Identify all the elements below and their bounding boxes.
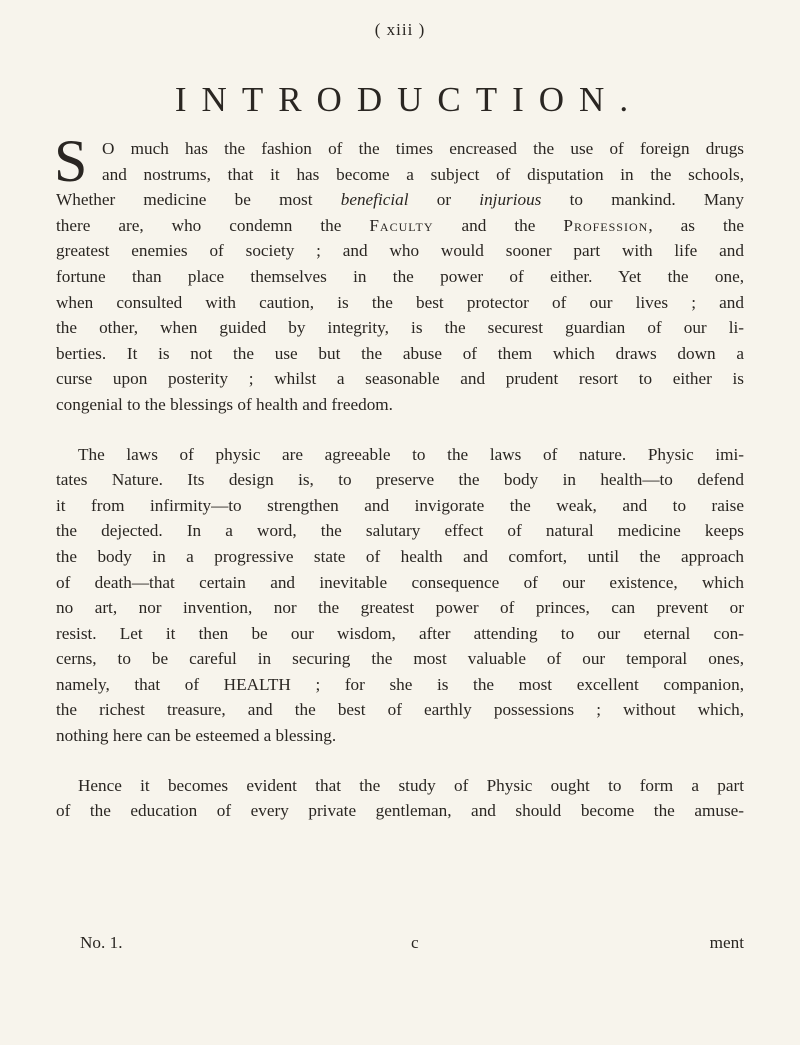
text-line: of the education of every private gentleman, and should become the amuse- — [56, 801, 744, 821]
line-text: to mankind. Many — [541, 190, 744, 210]
text-line: the richest treasure, and the best of earthly possessions ; without which, — [56, 700, 744, 720]
page-footer — [80, 933, 744, 959]
text-line — [56, 187, 744, 213]
paragraph-gap — [56, 749, 744, 773]
text-line: tates Nature. Its design is, to preserve the body in health—to defend — [56, 470, 744, 490]
text-line: greatest enemies of society ; and who would sooner part with life and — [56, 241, 744, 261]
line-text: Whether medicine be most — [56, 190, 341, 210]
line-text: and the — [433, 215, 564, 235]
text-line: nothing here can be esteemed a blessing. — [56, 726, 337, 746]
line-text: , as the — [648, 215, 744, 235]
line-text: there are, who condemn the — [56, 215, 370, 235]
text-line: berties. It is not the use but the abuse of them which draws down a — [56, 343, 744, 363]
smallcaps-profession: Profession — [563, 215, 649, 235]
text-line: resist. Let it then be our wisdom, after attending to our eternal con- — [56, 623, 744, 643]
catchword: ment — [709, 933, 744, 952]
page-number: ( xiii ) — [374, 20, 426, 39]
text-line: namely, that of HEALTH ; for she is the most excellent companion, — [56, 674, 744, 694]
text-line: cerns, to be careful in securing the most valuable of our temporal ones, — [56, 649, 744, 669]
text-line: the dejected. In a word, the salutary effect of natural medicine keeps — [56, 521, 744, 541]
text-line — [56, 213, 744, 239]
text-line: fortune than place themselves in the power of either. Yet the one, — [56, 266, 744, 286]
text-line: curse upon posterity ; whilst a seasonable and prudent resort to either is — [56, 369, 744, 389]
line-text: or — [408, 190, 480, 210]
smallcaps-faculty: Faculty — [369, 215, 434, 235]
text-line: the body in a progressive state of health and comfort, until the approach — [56, 546, 744, 566]
text-line: congenial to the blessings of health and freedom. — [56, 394, 393, 414]
line-text: O much has the fashion of the times encreased the use of foreign drugs — [102, 139, 744, 158]
text-line: no art, nor invention, nor the greatest power of princes, can prevent or — [56, 598, 744, 618]
text-line: and nostrums, that it has become a subject of disputation in the schools, — [102, 164, 744, 184]
chapter-heading: INTRODUCTION. — [174, 80, 644, 119]
text-line: it from infirmity—to strengthen and invigorate the weak, and to raise — [56, 495, 744, 515]
text-line: Hence it becomes evident that the study of Physic ought to form a part — [78, 775, 744, 795]
paragraph-2 — [56, 442, 744, 749]
text-line: of death—that certain and inevitable consequence of our existence, which — [56, 572, 744, 592]
paragraph-3 — [56, 773, 744, 824]
issue-signature: No. 1. — [80, 933, 123, 952]
emphasis-injurious: injurious — [479, 190, 542, 210]
text-line: the other, when guided by integrity, is the securest guardian of our li- — [56, 318, 744, 338]
text-line: The laws of physic are agreeable to the laws of nature. Physic imi- — [78, 444, 744, 464]
text-line: when consulted with caution, is the best protector of our lives ; and — [56, 292, 744, 312]
signature-letter: c — [411, 933, 419, 952]
drop-cap: S — [54, 128, 88, 194]
paragraph-gap — [56, 418, 744, 442]
paragraph-1 — [54, 128, 744, 418]
body-text — [54, 128, 744, 824]
emphasis-beneficial: beneficial — [340, 190, 409, 210]
